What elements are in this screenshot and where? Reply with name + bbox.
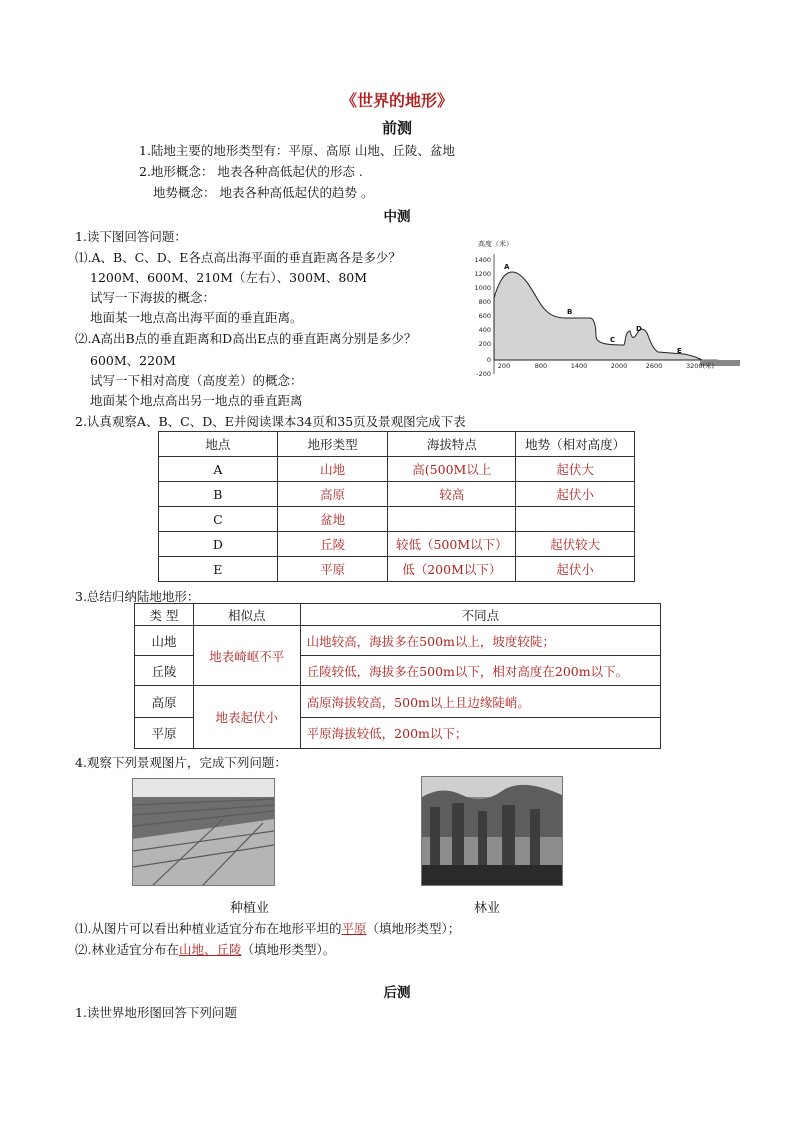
table-cell: 较低（500M以下） <box>388 532 516 557</box>
table-cell: 较高 <box>388 482 516 507</box>
mid-s1-a1b: 地面某一地点高出海平面的垂直距离。 <box>90 310 303 325</box>
pre-q3: 地势概念： 地表各种高低起伏的趋势 。 <box>153 185 374 200</box>
table-cell: 平原 <box>277 557 388 582</box>
profile-ylabel: 高度（米） <box>478 240 513 248</box>
table-row <box>159 507 635 532</box>
terrain-profile <box>494 272 702 360</box>
table-cell: 起伏较大 <box>516 532 635 557</box>
answer-plain: 平原 <box>341 921 367 936</box>
mid-s1-a2: 600M、220M <box>90 353 176 368</box>
answer-mountain-hill: 山地、丘陵 <box>178 942 242 957</box>
mid-s1-a1: 1200M、600M、210M（左右）、300M、80M <box>90 270 368 285</box>
table-cell: 起伏小 <box>516 557 635 582</box>
similarity-cell: 地表起伏小 <box>193 686 300 749</box>
ytick: -200 <box>476 370 491 378</box>
xtick: 2000 <box>610 362 628 370</box>
table-header: 不同点 <box>300 604 660 626</box>
point-label-a: A <box>504 263 510 271</box>
table-header: 海拔特点 <box>388 432 516 457</box>
xtick: 200 <box>497 362 511 370</box>
pre-test-heading: 前测 <box>381 119 412 137</box>
table-cell: 高原海拔较高，500m以上且边缘陡峭。 <box>300 686 660 718</box>
xtick: 800 <box>534 362 548 370</box>
landform-summary-table <box>134 603 661 749</box>
point-label-c: C <box>610 336 616 344</box>
pre-q1: 1.陆地主要的地形类型有：平原、高原 山地、丘陵、盆地 <box>139 143 455 158</box>
ytick: 200 <box>478 340 491 348</box>
table-cell <box>388 507 516 532</box>
point-label-d: D <box>636 325 642 333</box>
xtick: 3200(米) <box>685 362 715 370</box>
post-q1: 1.读世界地形图回答下列问题 <box>75 1005 237 1020</box>
table-row <box>159 532 635 557</box>
table-cell: 高(500M以上 <box>388 457 516 482</box>
mid-s3-title: 3.总结归纳陆地地形： <box>75 589 200 604</box>
table-cell: 平原海拔较低，200m以下； <box>300 718 660 749</box>
mid-s1-a2b: 地面某个地点高出另一地点的垂直距离 <box>90 393 303 408</box>
forest-caption: 林业 <box>474 901 501 916</box>
table-header: 地形类型 <box>277 432 388 457</box>
farmland-photo <box>132 778 275 886</box>
table-cell: B <box>159 482 278 507</box>
ytick: 600 <box>478 312 491 320</box>
ytick: 0 <box>486 356 491 364</box>
pre-q2: 2.地形概念： 地表各种高低起伏的形态 . <box>139 164 363 179</box>
table-cell: 盆地 <box>277 507 388 532</box>
table-cell: 平原 <box>135 718 194 749</box>
mid-s1-q1: ⑴.A、B、C、D、E各点高出海平面的垂直距离各是多少？ <box>75 250 401 265</box>
table-cell: 丘陵较低，海拔多在500m以下，相对高度在200m以下。 <box>300 656 660 686</box>
mid-s1-q2: ⑵.A高出B点的垂直距离和D高出E点的垂直距离分别是多少？ <box>75 331 417 346</box>
farmland-caption: 种植业 <box>230 901 270 916</box>
ytick: 1200 <box>474 270 491 278</box>
xtick: 2600 <box>645 362 663 370</box>
table-cell: 山地较高，海拔多在500m以上，坡度较陡； <box>300 626 660 656</box>
table-cell: 丘陵 <box>135 656 194 686</box>
mid-s4-q2: ⑵.林业适宜分布在山地、丘陵（填地形类型）。 <box>75 942 336 957</box>
xtick: 1400 <box>570 362 588 370</box>
table-cell: C <box>159 507 278 532</box>
table-row <box>159 457 635 482</box>
ytick: 800 <box>478 298 491 306</box>
table-row <box>135 686 661 718</box>
table-cell: 山地 <box>135 626 194 656</box>
document-title: 《世界的地形》 <box>340 91 453 110</box>
mid-s2-title: 2.认真观察A、B、C、D、E并阅读课本34页和35页及景观图完成下表 <box>75 414 466 429</box>
table-cell: D <box>159 532 278 557</box>
elevation-profile-chart <box>474 236 742 382</box>
table-header: 地点 <box>159 432 278 457</box>
ytick: 1400 <box>474 256 491 264</box>
table-header: 类 型 <box>135 604 194 626</box>
table-cell: 高原 <box>135 686 194 718</box>
table-row <box>159 482 635 507</box>
mid-s1-q2b: 试写一下相对高度（高度差）的概念： <box>90 373 303 388</box>
table-cell: A <box>159 457 278 482</box>
table-cell: 起伏大 <box>516 457 635 482</box>
table-row <box>135 626 661 656</box>
mid-s1-title: 1.读下图回答问题： <box>75 229 187 244</box>
point-label-b: B <box>567 308 573 316</box>
ytick: 400 <box>478 326 491 334</box>
mid-s1-q1b: 试写一下海拔的概念： <box>90 290 216 305</box>
ytick: 1000 <box>474 284 491 292</box>
table-header: 地势（相对高度） <box>516 432 635 457</box>
table-row <box>159 557 635 582</box>
post-test-heading: 后测 <box>383 985 411 1001</box>
table-cell: 低（200M以下） <box>388 557 516 582</box>
mid-s4-title: 4.观察下列景观图片，完成下列问题： <box>75 755 287 770</box>
table-cell <box>516 507 635 532</box>
point-label-e: E <box>677 347 682 355</box>
mid-s4-q1: ⑴.从图片可以看出种植业适宜分布在地形平坦的平原（填地形类型）； <box>75 921 461 936</box>
table-cell: 高原 <box>277 482 388 507</box>
landform-points-table <box>158 431 635 582</box>
table-cell: 丘陵 <box>277 532 388 557</box>
table-cell: 山地 <box>277 457 388 482</box>
forest-photo <box>421 776 563 886</box>
table-header: 相似点 <box>193 604 300 626</box>
table-cell: E <box>159 557 278 582</box>
mid-test-heading: 中测 <box>383 209 411 225</box>
similarity-cell: 地表崎岖不平 <box>193 626 300 686</box>
table-cell: 起伏小 <box>516 482 635 507</box>
